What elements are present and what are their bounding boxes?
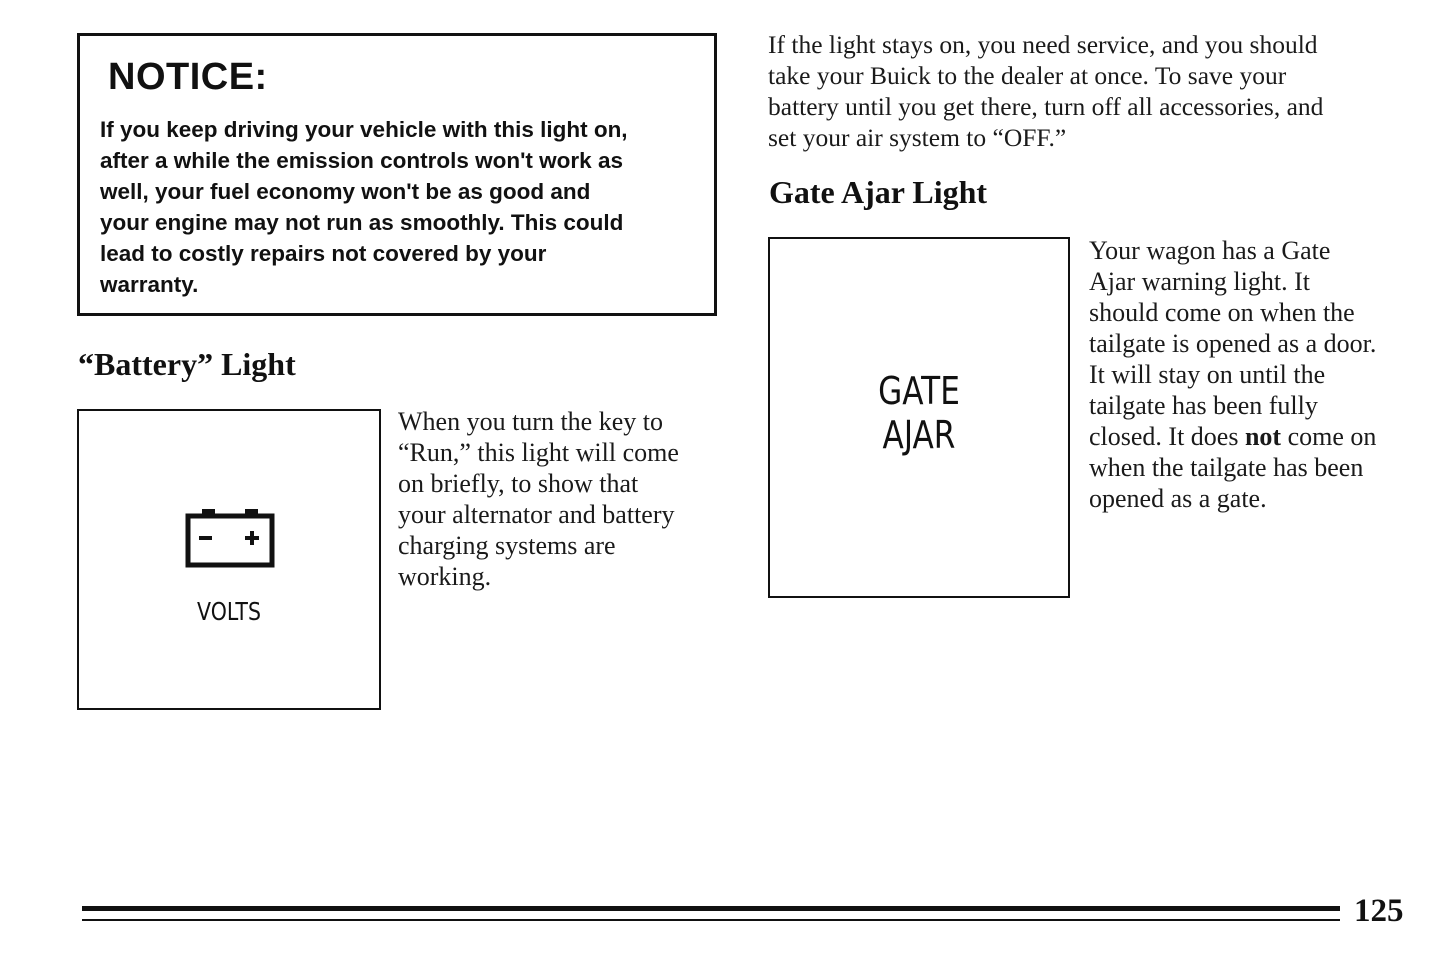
service-line: set your air system to “OFF.” xyxy=(768,123,1067,152)
gate-line: opened as a gate. xyxy=(1089,484,1267,513)
gate-line: tailgate is opened as a door. xyxy=(1089,329,1377,358)
battery-line: When you turn the key to xyxy=(398,407,663,436)
battery-line: working. xyxy=(398,562,492,591)
gate-ajar-heading: Gate Ajar Light xyxy=(769,174,988,210)
gate-line: when the tailgate has been xyxy=(1089,453,1364,482)
battery-icon xyxy=(184,507,276,569)
emphasis-not: not xyxy=(1244,422,1282,451)
gate-ajar-figure xyxy=(768,237,1070,598)
gate-line-text: closed. It does xyxy=(1089,422,1245,451)
footer-rule-thin xyxy=(82,919,1340,921)
battery-light-figure xyxy=(77,409,381,710)
gate-icon-line: AJAR xyxy=(882,413,956,457)
notice-line: lead to costly repairs not covered by your xyxy=(100,241,547,266)
gate-line: should come on when the xyxy=(1089,298,1355,327)
battery-line: charging systems are xyxy=(398,531,616,560)
gate-ajar-description xyxy=(1089,235,1419,514)
battery-description xyxy=(398,406,718,592)
service-paragraph xyxy=(768,29,1408,153)
notice-box xyxy=(77,33,717,316)
gate-line: Your wagon has a Gate xyxy=(1089,236,1331,265)
footer-rule xyxy=(82,906,1340,911)
notice-line: after a while the emission controls won't work as xyxy=(100,148,623,173)
notice-line: warranty. xyxy=(100,272,199,297)
battery-light-heading: “Battery” Light xyxy=(78,346,296,382)
notice-line: your engine may not run as smoothly. This could xyxy=(100,210,624,235)
service-line: If the light stays on, you need service, and you should xyxy=(768,30,1318,59)
page-number: 125 xyxy=(1354,893,1404,929)
notice-body xyxy=(100,114,700,300)
battery-line: “Run,” this light will come xyxy=(398,438,679,467)
notice-line: If you keep driving your vehicle with this light on, xyxy=(100,117,628,142)
gate-line-text: come on xyxy=(1281,422,1377,451)
gate-line: tailgate has been fully xyxy=(1089,391,1318,420)
gate-ajar-indicator-text xyxy=(797,369,1041,457)
gate-line: It will stay on until the xyxy=(1089,360,1326,389)
notice-title: NOTICE: xyxy=(108,56,268,98)
notice-line: well, your fuel economy won't be as good and xyxy=(100,179,591,204)
gate-line xyxy=(1089,421,1419,452)
gate-icon-line: GATE xyxy=(878,369,960,413)
service-line: take your Buick to the dealer at once. To save your xyxy=(768,61,1287,90)
gate-line: Ajar warning light. It xyxy=(1089,267,1310,296)
service-line: battery until you get there, turn off all accessories, and xyxy=(768,92,1324,121)
battery-line: your alternator and battery xyxy=(398,500,675,529)
battery-line: on briefly, to show that xyxy=(398,469,639,498)
volts-label: VOLTS xyxy=(197,597,261,626)
